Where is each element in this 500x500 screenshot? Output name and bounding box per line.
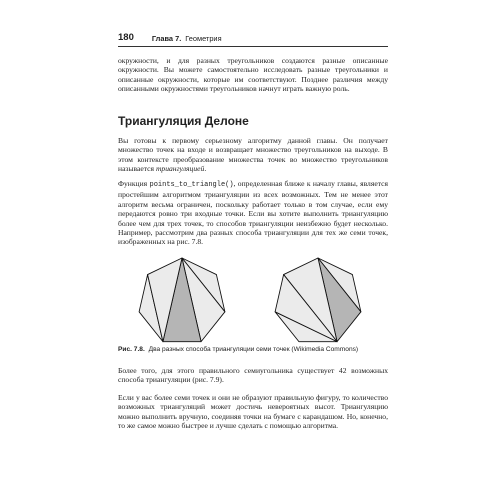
section-heading: Триангуляция Делоне	[118, 114, 249, 128]
paragraph-3-rest: , определенная ближе к началу главы, является простейшим алгоритмом триангуляции из всех возможных. Тем не менее этот алгоритм весьма ограничен, поскольку работает только в том случае, если ему передаются ровно три входные точки. Если вы хотите выполнить триангуляцию более чем для трех точек, то способов триангуляции неизбежно будет несколько. Например, рассмотрим два разных способа триангуляции для тех же семи точек, изображенных на рис. 7.8.	[118, 179, 388, 247]
figure-caption	[118, 346, 388, 353]
paragraph-3-start: Функция	[118, 179, 150, 188]
page-number: 180	[118, 32, 134, 43]
paragraph-1: окружности, и для разных треугольников создаются разные описанные окружности. Вы можете самостоятельно исследовать разные треугольники и описанные окружности, которые им соответствуют. Позднее различия между описанными окружностями треугольников начнут играть важную роль.	[118, 56, 388, 94]
paragraph-2-end: .	[204, 164, 207, 174]
term-triangulation: триангуляцией	[155, 164, 205, 174]
paragraph-2-text: Вы готовы к первому серьезному алгоритму данной главы. Он получает множество точек на входе и возвращает множество треугольников на выходе. В этом контексте преобразование множества точек во множество треугольников называется	[118, 136, 388, 174]
running-header	[118, 32, 388, 47]
figure-label: Рис. 7.8.	[118, 346, 145, 353]
chapter-title: Геометрия	[185, 34, 222, 43]
code-function-name: points_to_triangle()	[149, 181, 234, 189]
chapter-label: Глава 7.	[151, 34, 182, 43]
paragraph-2	[118, 136, 388, 174]
triangulation-right	[275, 258, 361, 342]
paragraph-4: Более того, для этого правильного семиугольника существует 42 возможных способа триангуляции (рис. 7.9).	[118, 366, 388, 385]
figure-caption-text: Два разных способа триангуляции семи точек (Wikimedia Commons)	[148, 346, 359, 353]
paragraph-5: Если у вас более семи точек и они не образуют правильную фигуру, то количество возможных триангуляций может достичь невероятных высот. Триангуляцию можно выполнить вручную, соединяя точки на бумаге с карандашом. Но, конечно, то же самое можно быстрее и лучше сделать с помощью алгоритма.	[118, 393, 388, 431]
triangulation-figure	[118, 256, 388, 344]
triangulation-left	[139, 258, 225, 342]
paragraph-3	[118, 179, 388, 247]
